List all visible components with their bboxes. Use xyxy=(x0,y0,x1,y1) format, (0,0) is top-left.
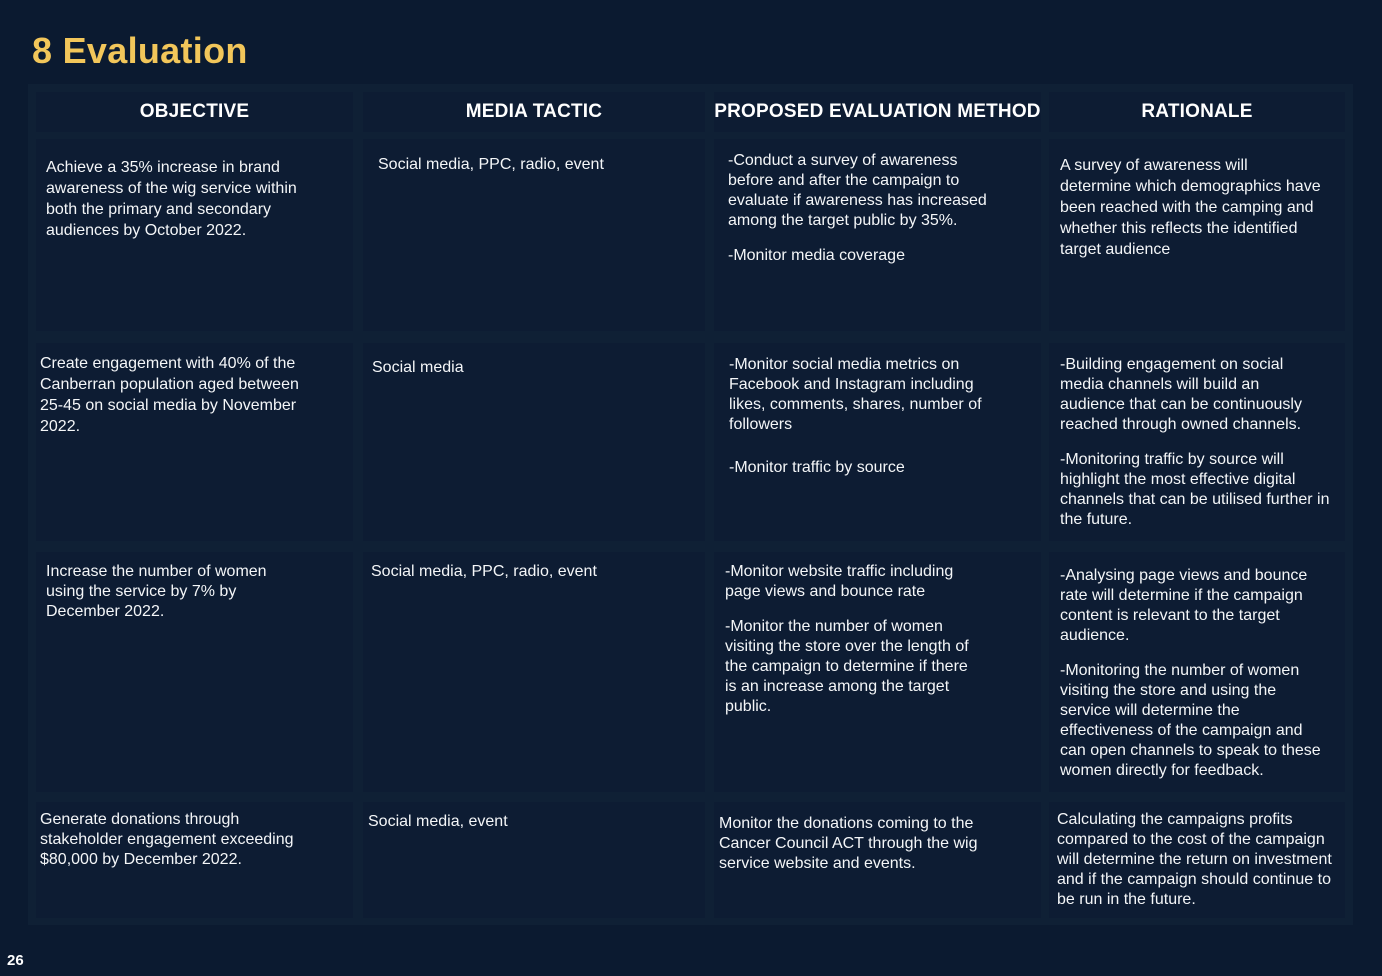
table-row-2-media-tactic xyxy=(363,343,705,541)
page-number: 26 xyxy=(7,952,24,969)
table-row-3-evaluation xyxy=(714,552,1041,792)
header-label: RATIONALE xyxy=(1141,101,1253,122)
cell-text: Social media, PPC, radio, event xyxy=(378,156,604,173)
cell-text: Social media, PPC, radio, event xyxy=(371,563,597,580)
table-row-2-evaluation xyxy=(714,343,1041,541)
cell-text: A survey of awareness will determine which demographics have been reached with the camping and whether this reflects the identified target audience xyxy=(1060,157,1321,258)
cell-text: -Monitoring the number of women visiting the store and using the service will determine the effectiveness of the campaign and can open channels to speak to these women directly for feedback. xyxy=(1060,662,1321,779)
table-row-1-evaluation xyxy=(714,139,1041,331)
table-row-3-objective xyxy=(36,552,353,792)
header-rationale xyxy=(1049,92,1345,132)
cell-text: -Monitor media coverage xyxy=(728,247,905,264)
cell-text: Social media xyxy=(372,359,464,376)
cell-text: Generate donations through stakeholder engagement exceeding $80,000 by December 2022. xyxy=(40,811,294,868)
cell-text: -Building engagement on social media channels will build an audience that can be continuously reached through owned channels. xyxy=(1060,356,1302,433)
cell-text: -Monitor the number of women visiting the store over the length of the campaign to determine if there is an increase among the target public. xyxy=(725,618,969,715)
table-row-2-rationale xyxy=(1049,343,1345,541)
evaluation-table xyxy=(28,84,1353,925)
cell-text: -Monitor traffic by source xyxy=(729,459,905,476)
cell-text: -Conduct a survey of awareness before and after the campaign to evaluate if awareness has increased among the target public by 35%. xyxy=(728,152,987,229)
page-title: 8 Evaluation xyxy=(32,30,248,71)
table-row-1-rationale xyxy=(1049,139,1345,331)
table-row-3-media-tactic xyxy=(363,552,705,792)
table-row-4-evaluation xyxy=(714,802,1041,918)
table-row-3-rationale xyxy=(1049,552,1345,792)
cell-text: Monitor the donations coming to the Cancer Council ACT through the wig service website and events. xyxy=(719,815,978,872)
header-label: OBJECTIVE xyxy=(139,101,250,122)
cell-text: Create engagement with 40% of the Canberran population aged between 25-45 on social media by November 2022. xyxy=(40,355,299,435)
cell-text: Calculating the campaigns profits compared to the cost of the campaign will determine the return on investment and if the campaign should continue to be run in the future. xyxy=(1057,811,1332,908)
header-label: PROPOSED EVALUATION METHOD xyxy=(714,101,1041,122)
table-row-4-media-tactic xyxy=(363,802,705,918)
cell-text: Social media, event xyxy=(368,813,508,830)
table-row-4-objective xyxy=(36,802,353,918)
cell-text: -Monitoring traffic by source will highlight the most effective digital channels that can be utilised further in the future. xyxy=(1060,451,1330,528)
cell-text: Increase the number of women using the service by 7% by December 2022. xyxy=(46,563,267,620)
header-media-tactic xyxy=(363,92,705,132)
cell-text: -Monitor social media metrics on Facebook and Instagram including likes, comments, shares, number of followers xyxy=(729,356,982,433)
cell-text: -Monitor website traffic including page views and bounce rate xyxy=(725,563,954,600)
table-row-1-objective xyxy=(36,139,353,331)
cell-text: -Analysing page views and bounce rate will determine if the campaign content is relevant to the target audience. xyxy=(1060,567,1308,644)
table-row-1-media-tactic xyxy=(363,139,705,331)
header-objective xyxy=(36,92,353,132)
header-label: MEDIA TACTIC xyxy=(465,101,603,122)
header-evaluation-method xyxy=(714,92,1041,132)
cell-text: Achieve a 35% increase in brand awareness of the wig service within both the primary and secondary audiences by October 2022. xyxy=(46,159,297,239)
table-row-4-rationale xyxy=(1049,802,1345,918)
table-row-2-objective xyxy=(36,343,353,541)
